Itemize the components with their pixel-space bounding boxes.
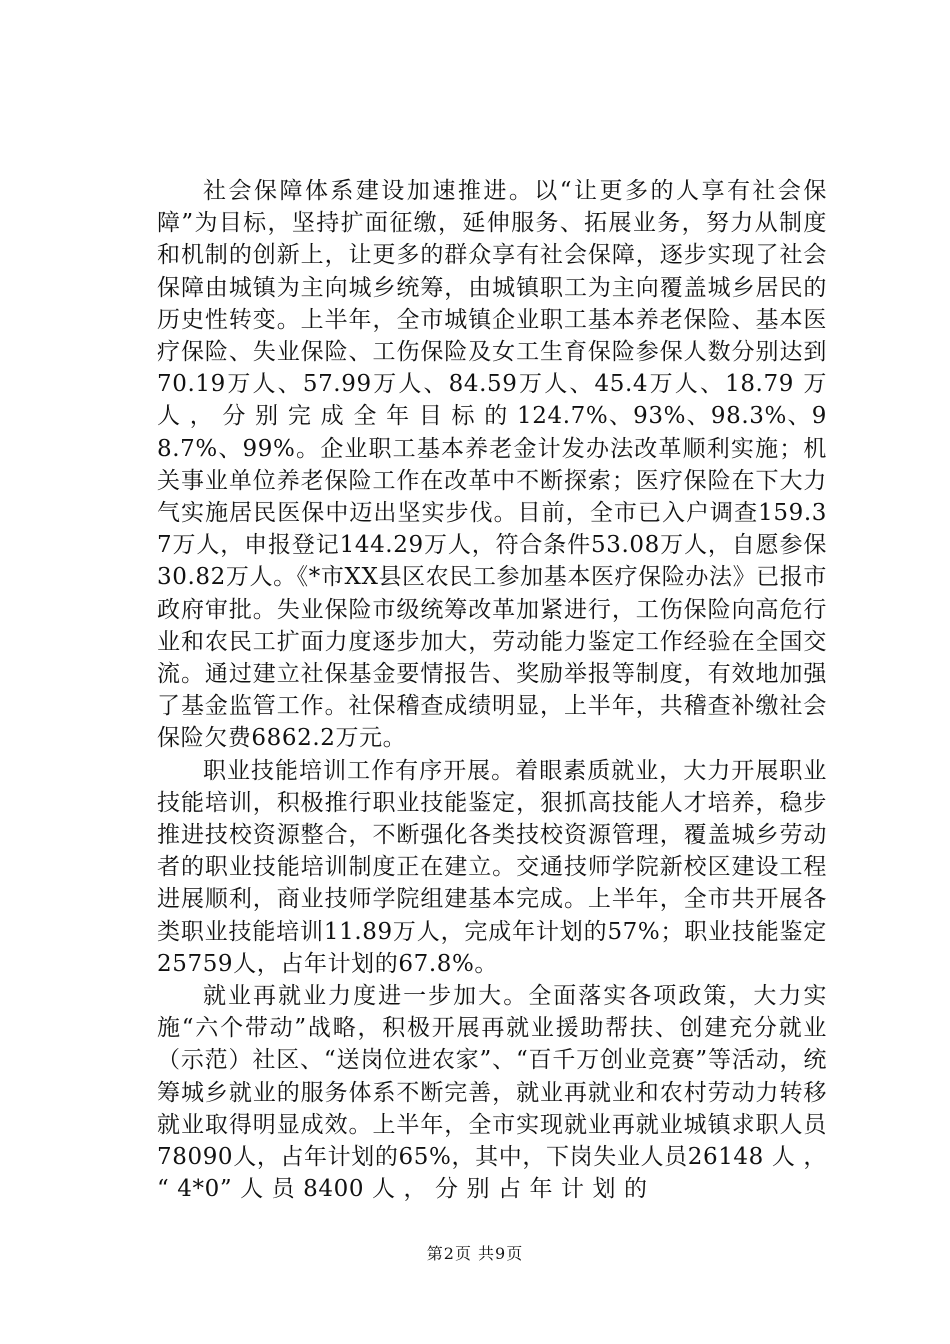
paragraph-vocational-training: 职业技能培训工作有序开展。着眼素质就业，大力开展职业技能培训，积极推行职业技能鉴定，狠抓高技能人才培养，稳步推进技校资源整合，不断强化各类技校资源管理，覆盖城乡劳动者的职业技能培训制度正在建立。交通技师学院新校区建设工程进展顺利，商业技师学院组建基本完成。上半年，全市共开展各类职业技能培训11.89万人，完成年计划的57%；职业技能鉴定25759人，占年计划的67.8%。	[157, 757, 827, 977]
document-body	[157, 175, 827, 1206]
paragraph-employment: 就业再就业力度进一步加大。全面落实各项政策，大力实施“六个带动”战略，积极开展再就业援助帮扶、创建充分就业（示范）社区、“送岗位进农家”、“百千万创业竞赛”等活动，统筹城乡就业的服务体系不断完善，就业再就业和农村劳动力转移就业取得明显成效。上半年，全市实现就业再就业城镇求职人员78090人，占年计划的65%，其中，下岗失业人员26148 人 ， “ 4*0” 人 员 8400 人 ， 分 别 占 年 计 划 的	[157, 983, 827, 1203]
page-number-footer: 第2页 共9页	[426, 1244, 524, 1263]
paragraph-social-security: 社会保障体系建设加速推进。以“让更多的人享有社会保障”为目标，坚持扩面征缴，延伸服务、拓展业务，努力从制度和机制的创新上，让更多的群众享有社会保障，逐步实现了社会保障由城镇为主向城乡统筹，由城镇职工为主向覆盖城乡居民的历史性转变。上半年，全市城镇企业职工基本养老保险、基本医疗保险、失业保险、工伤保险及女工生育保险参保人数分别达到70.19万人、57.99万人、84.59万人、45.4万人、18.79 万 人 ， 分 别 完 成 全 年 目 标 的 124.7%、93%、98.3%、98.7%、99%。企业职工基本养老金计发办法改革顺利实施；机关事业单位养老保险工作在改革中不断探索；医疗保险在下大力气实施居民医保中迈出坚实步伐。目前，全市已入户调查159.37万人，申报登记144.29万人，符合条件53.08万人，自愿参保30.82万人。《*市XX县区农民工参加基本医疗保险办法》已报市政府审批。失业保险市级统筹改革加紧进行，工伤保险向高危行业和农民工扩面力度逐步加大，劳动能力鉴定工作经验在全国交流。通过建立社保基金要情报告、奖励举报等制度，有效地加强了基金监管工作。社保稽查成绩明显，上半年，共稽查补缴社会保险欠费6862.2万元。	[157, 178, 827, 752]
